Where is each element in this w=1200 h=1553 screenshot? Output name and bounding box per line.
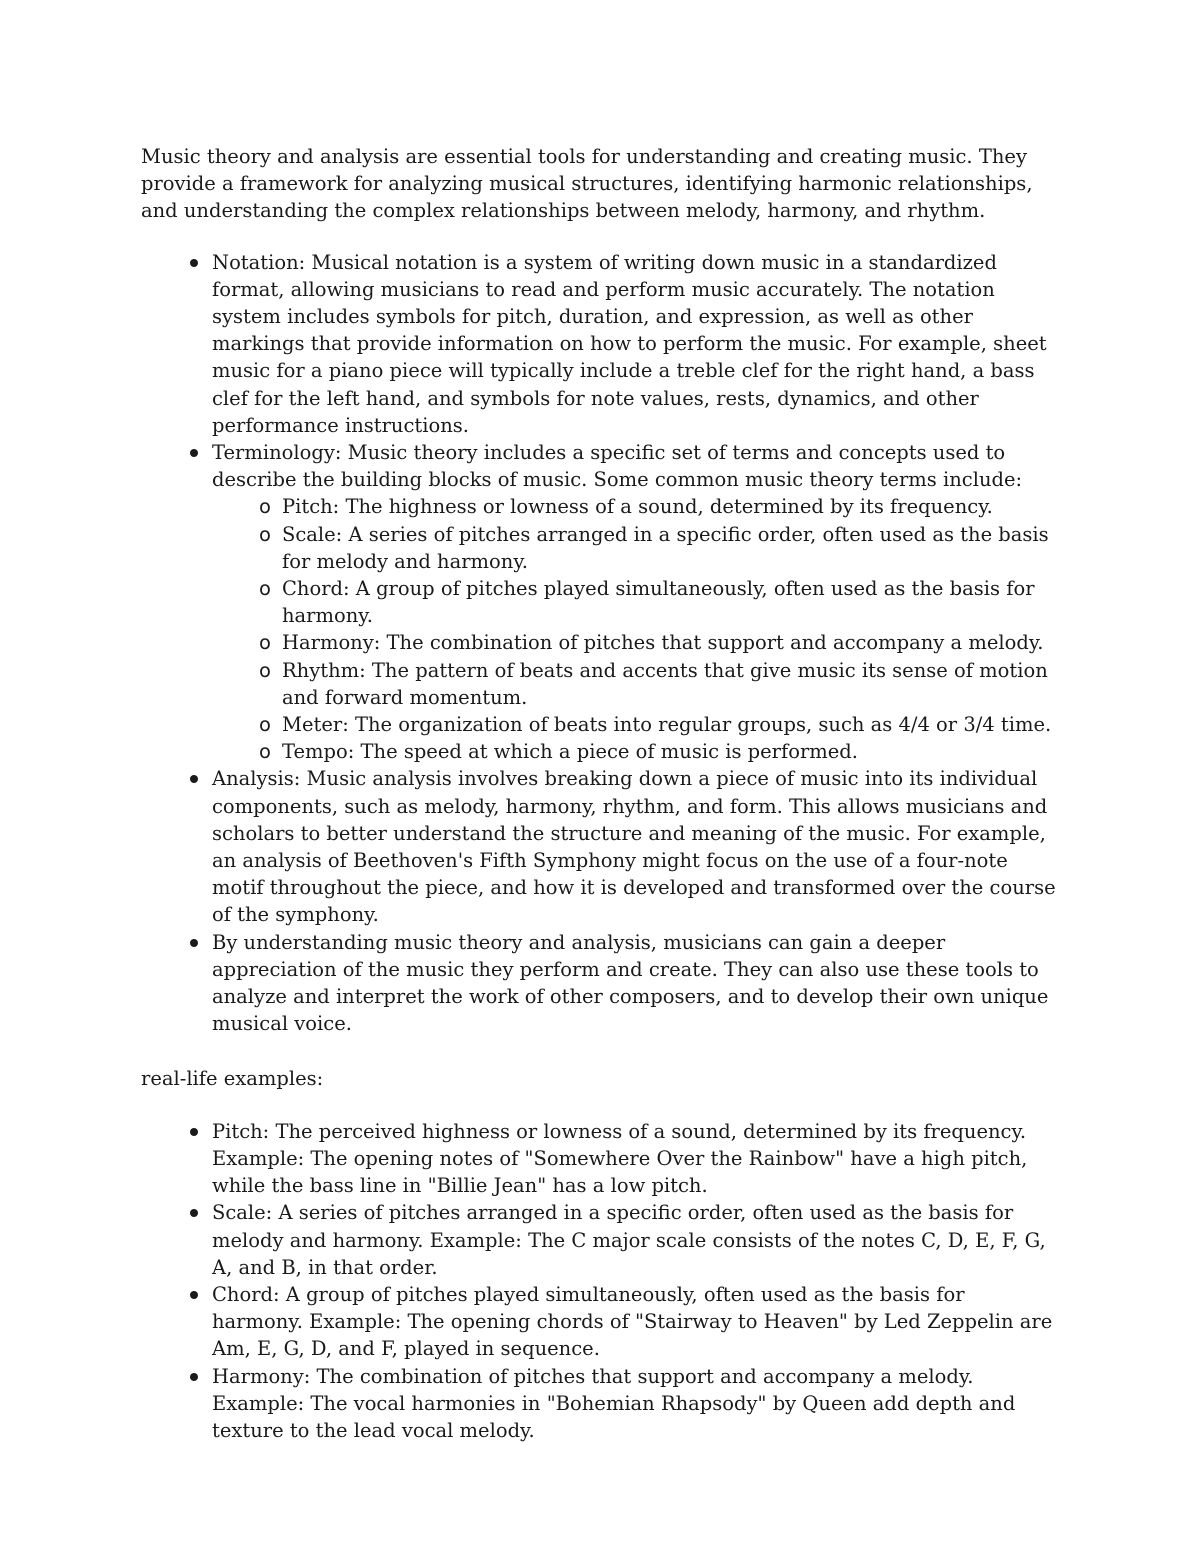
list-item [141, 929, 1061, 1038]
list-item [141, 439, 1061, 765]
list-item: Scale: A series of pitches arranged in a specific order, often used as the basis for melody and harmony. Example: The C major scale consists of the notes C, D, E, F, G, A, and B, in that order. [141, 1199, 1061, 1281]
topic-conclusion: By understanding music theory and analysis, musicians can gain a deeper appreciation of the music they perform and create. They can also use these tools to analyze and interpret the work of other composers, and to develop their own unique musical voice. [212, 930, 1049, 1036]
sub-list-item: o Harmony: The combination of pitches that support and accompany a melody. [212, 629, 1061, 656]
topics-list [141, 249, 1061, 1038]
terms-sublist [212, 493, 1061, 765]
sub-list-item: o Pitch: The highness or lowness of a sound, determined by its frequency. [212, 493, 1061, 520]
examples-heading: real-life examples: [141, 1066, 324, 1090]
sub-list-item: o Meter: The organization of beats into regular groups, such as 4/4 or 3/4 time. [212, 711, 1061, 738]
sub-list-item: o Rhythm: The pattern of beats and accents that give music its sense of motion and forward momentum. [212, 657, 1061, 711]
list-item: Pitch: The perceived highness or lowness of a sound, determined by its frequency. Example: The opening notes of "Somewhere Over the Rainbow" have a high pitch, while the bass line in "Billie Jean" has a low pitch. [141, 1118, 1061, 1200]
document-page [141, 143, 1061, 1444]
sub-list-item: o Chord: A group of pitches played simultaneously, often used as the basis for harmony. [212, 575, 1061, 629]
examples-list [141, 1118, 1061, 1444]
list-item [141, 249, 1061, 439]
list-item: Chord: A group of pitches played simultaneously, often used as the basis for harmony. Example: The opening chords of "Stairway to Heaven" by Led Zeppelin are Am, E, G, D, and F, played in sequence. [141, 1281, 1061, 1363]
list-item: Harmony: The combination of pitches that support and accompany a melody. Example: The vocal harmonies in "Bohemian Rhapsody" by Queen add depth and texture to the lead vocal melody. [141, 1363, 1061, 1445]
intro-paragraph: Music theory and analysis are essential tools for understanding and creating music. They provide a framework for analyzing musical structures, identifying harmonic relationships, and understanding the complex relationships between melody, harmony, and rhythm. [141, 145, 1033, 223]
sub-list-item: o Tempo: The speed at which a piece of music is performed. [212, 738, 1061, 765]
sub-list-item: o Scale: A series of pitches arranged in a specific order, often used as the basis for melody and harmony. [212, 521, 1061, 575]
topic-terminology: Terminology: Music theory includes a specific set of terms and concepts used to describe the building blocks of music. Some common music theory terms include: [212, 441, 1023, 492]
list-item [141, 765, 1061, 928]
topic-analysis: Analysis: Music analysis involves breaking down a piece of music into its individual components, such as melody, harmony, rhythm, and form. This allows musicians and scholars to better understand the structure and meaning of the music. For example, an analysis of Beethoven's Fifth Symphony might focus on the use of a four-note motif throughout the piece, and how it is developed and transformed over the course of the symphony. [212, 767, 1056, 927]
topic-notation: Notation: Musical notation is a system of writing down music in a standardized format, allowing musicians to read and perform music accurately. The notation system includes symbols for pitch, duration, and expression, as well as other markings that provide information on how to perform the music. For example, sheet music for a piano piece will typically include a treble clef for the right hand, a bass clef for the left hand, and symbols for note values, rests, dynamics, and other performance instructions. [212, 250, 1047, 437]
